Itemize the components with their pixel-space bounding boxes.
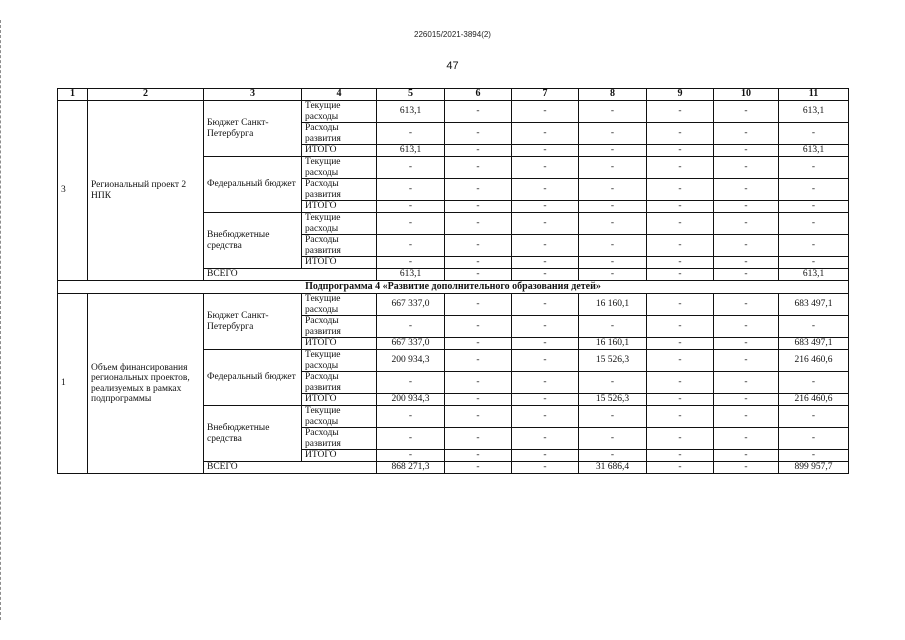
value-cell: - [714,157,779,179]
expense-type-cell: Расходы развития [302,372,377,394]
value-cell: - [647,179,714,201]
value-cell: - [445,450,512,462]
value-cell: - [445,294,512,316]
header-cell: 7 [512,89,579,101]
header-cell: 1 [58,89,88,101]
value-cell: - [512,201,579,213]
funding-source-cell: Внебюджетные средства [204,406,302,462]
value-cell: - [779,235,849,257]
value-cell: 16 160,1 [579,338,647,350]
value-cell: - [445,101,512,123]
row-number-cell: 1 [58,294,88,474]
document-code: 226015/2021-3894(2) [414,30,491,39]
value-cell: - [647,145,714,157]
value-cell: - [445,235,512,257]
value-cell: - [714,406,779,428]
total-value-cell: 613,1 [779,269,849,281]
value-cell: - [377,316,445,338]
value-cell: - [579,123,647,145]
value-cell: - [579,157,647,179]
value-cell: - [579,101,647,123]
value-cell: - [445,350,512,372]
value-cell: - [647,157,714,179]
value-cell: - [445,428,512,450]
total-value-cell: 899 957,7 [779,462,849,474]
value-cell: - [647,201,714,213]
expense-type-cell: Текущие расходы [302,157,377,179]
value-cell: - [647,123,714,145]
value-cell: - [579,201,647,213]
value-cell: - [445,145,512,157]
value-cell: - [714,235,779,257]
value-cell: 667 337,0 [377,294,445,316]
value-cell: - [647,450,714,462]
value-cell: - [779,372,849,394]
value-cell: - [714,179,779,201]
value-cell: - [512,338,579,350]
header-cell: 6 [445,89,512,101]
value-cell: 15 526,3 [579,394,647,406]
header-cell: 2 [88,89,204,101]
value-cell: - [714,394,779,406]
header-cell: 10 [714,89,779,101]
value-cell: - [377,213,445,235]
header-cell: 4 [302,89,377,101]
value-cell: - [714,101,779,123]
total-value-cell: 31 686,4 [579,462,647,474]
value-cell: - [445,123,512,145]
total-value-cell: - [647,462,714,474]
value-cell: - [714,350,779,372]
table-row [58,294,849,316]
value-cell: - [647,294,714,316]
value-cell: - [377,406,445,428]
expense-type-cell: Текущие расходы [302,294,377,316]
value-cell: - [779,213,849,235]
value-cell: - [377,157,445,179]
total-value-cell: 613,1 [377,269,445,281]
value-cell: 15 526,3 [579,350,647,372]
total-value-cell: - [714,462,779,474]
value-cell: - [445,316,512,338]
value-cell: - [377,428,445,450]
project-name-cell: Региональный проект 2 НПК [88,101,204,281]
value-cell: - [512,428,579,450]
value-cell: - [779,123,849,145]
value-cell: 683 497,1 [779,294,849,316]
value-cell: - [779,316,849,338]
value-cell: - [647,235,714,257]
value-cell: - [377,123,445,145]
value-cell: - [714,257,779,269]
header-cell: 9 [647,89,714,101]
value-cell: - [579,235,647,257]
value-cell: 683 497,1 [779,338,849,350]
total-value-cell: - [445,462,512,474]
value-cell: - [579,372,647,394]
expense-type-cell: Расходы развития [302,235,377,257]
value-cell: - [579,145,647,157]
value-cell: - [647,213,714,235]
total-value-cell: - [714,269,779,281]
funding-source-cell: Федеральный бюджет [204,157,302,213]
value-cell: - [579,316,647,338]
value-cell: - [512,450,579,462]
value-cell: 667 337,0 [377,338,445,350]
financing-table [57,88,849,474]
total-value-cell: 868 271,3 [377,462,445,474]
value-cell: - [714,201,779,213]
value-cell: - [647,257,714,269]
value-cell: - [579,428,647,450]
value-cell: 216 460,6 [779,394,849,406]
value-cell: - [512,179,579,201]
value-cell: - [512,235,579,257]
expense-type-cell: Расходы развития [302,123,377,145]
value-cell: - [579,406,647,428]
value-cell: - [779,179,849,201]
value-cell: - [445,372,512,394]
header-cell: 8 [579,89,647,101]
value-cell: - [445,338,512,350]
value-cell: - [512,294,579,316]
expense-type-cell: ИТОГО [302,201,377,213]
funding-source-cell: Бюджет Санкт-Петербурга [204,294,302,350]
value-cell: 16 160,1 [579,294,647,316]
funding-source-cell: Внебюджетные средства [204,213,302,269]
value-cell: - [512,213,579,235]
row-number-cell: 3 [58,101,88,281]
header-row [58,89,849,101]
expense-type-cell: ИТОГО [302,338,377,350]
value-cell: - [647,394,714,406]
value-cell: - [579,179,647,201]
scan-edge-mark [0,20,4,620]
project-name-cell: Объем финансирования региональных проектов, реализуемых в рамках подпрограммы [88,294,204,474]
value-cell: - [445,394,512,406]
expense-type-cell: Расходы развития [302,316,377,338]
value-cell: - [512,123,579,145]
header-cell: 11 [779,89,849,101]
value-cell: - [714,372,779,394]
value-cell: - [512,394,579,406]
header-cell: 3 [204,89,302,101]
value-cell: - [779,450,849,462]
value-cell: - [714,338,779,350]
total-value-cell: - [579,269,647,281]
funding-source-cell: Федеральный бюджет [204,350,302,406]
page-number: 47 [446,60,459,72]
value-cell: - [779,428,849,450]
total-value-cell: - [445,269,512,281]
expense-type-cell: Текущие расходы [302,350,377,372]
expense-type-cell: Текущие расходы [302,406,377,428]
value-cell: - [445,406,512,428]
table-row [58,101,849,123]
value-cell: - [377,257,445,269]
subprogram-title: Подпрограмма 4 «Развитие дополнительного образования детей» [58,281,849,294]
value-cell: - [512,372,579,394]
value-cell: - [377,450,445,462]
value-cell: - [714,145,779,157]
value-cell: - [714,123,779,145]
value-cell: - [445,157,512,179]
value-cell: - [647,372,714,394]
value-cell: - [445,179,512,201]
total-label-cell: ВСЕГО [204,462,377,474]
expense-type-cell: ИТОГО [302,145,377,157]
total-value-cell: - [647,269,714,281]
value-cell: - [779,201,849,213]
value-cell: - [377,201,445,213]
value-cell: 613,1 [779,101,849,123]
value-cell: - [647,338,714,350]
value-cell: - [647,316,714,338]
value-cell: - [377,179,445,201]
value-cell: - [512,145,579,157]
value-cell: - [714,316,779,338]
total-value-cell: - [512,269,579,281]
value-cell: 216 460,6 [779,350,849,372]
value-cell: - [445,257,512,269]
value-cell: - [512,350,579,372]
header-cell: 5 [377,89,445,101]
subprogram-row [58,281,849,294]
expense-type-cell: Расходы развития [302,428,377,450]
value-cell: 613,1 [377,145,445,157]
value-cell: - [714,294,779,316]
expense-type-cell: Расходы развития [302,179,377,201]
value-cell: - [512,157,579,179]
value-cell: - [512,316,579,338]
value-cell: - [512,101,579,123]
value-cell: - [647,350,714,372]
value-cell: - [512,406,579,428]
value-cell: - [714,450,779,462]
value-cell: - [647,101,714,123]
total-label-cell: ВСЕГО [204,269,377,281]
value-cell: - [512,257,579,269]
value-cell: - [445,213,512,235]
total-value-cell: - [512,462,579,474]
value-cell: - [714,428,779,450]
expense-type-cell: ИТОГО [302,257,377,269]
funding-source-cell: Бюджет Санкт-Петербурга [204,101,302,157]
expense-type-cell: ИТОГО [302,394,377,406]
value-cell: - [647,406,714,428]
value-cell: - [779,257,849,269]
value-cell: - [579,213,647,235]
value-cell: - [377,372,445,394]
value-cell: - [779,406,849,428]
value-cell: - [579,257,647,269]
expense-type-cell: Текущие расходы [302,213,377,235]
value-cell: - [445,201,512,213]
value-cell: - [377,235,445,257]
expense-type-cell: ИТОГО [302,450,377,462]
value-cell: 200 934,3 [377,350,445,372]
value-cell: - [579,450,647,462]
value-cell: 200 934,3 [377,394,445,406]
value-cell: - [647,428,714,450]
value-cell: - [779,157,849,179]
value-cell: 613,1 [377,101,445,123]
value-cell: 613,1 [779,145,849,157]
expense-type-cell: Текущие расходы [302,101,377,123]
value-cell: - [714,213,779,235]
